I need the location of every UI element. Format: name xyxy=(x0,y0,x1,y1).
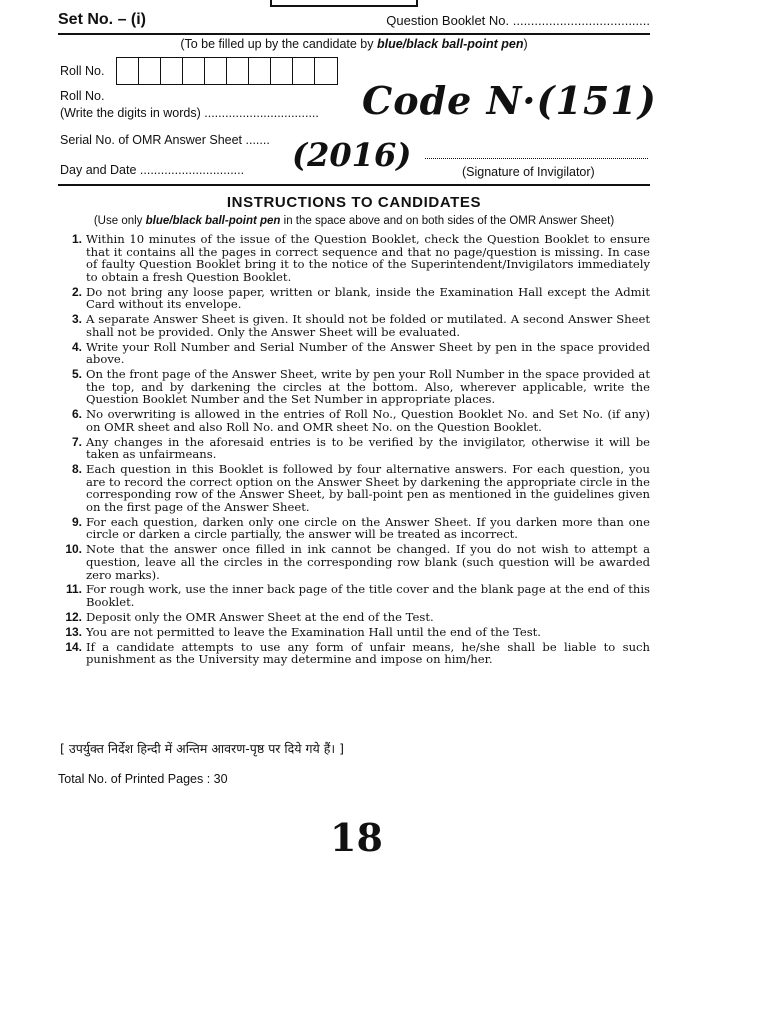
roll-number-label: Roll No. xyxy=(60,64,105,78)
instruction-item: 12. Deposit only the OMR Answer Sheet at the end of the Test. xyxy=(65,609,434,624)
instruction-item: 11. For rough work, use the inner back page of the title cover and the blank page at the end of this Booklet. xyxy=(65,582,650,609)
instruction-item: 6. No overwriting is allowed in the entries of Roll No., Question Booklet No. and Set No. (if any) on OMR sheet and also Roll No. and OMR sheet No. on the Question Booklet. xyxy=(71,407,650,434)
roll-number-box xyxy=(249,58,271,84)
question-booklet-number-field: Question Booklet No. ...................................... xyxy=(386,13,650,28)
total-printed-pages: Total No. of Printed Pages : 30 xyxy=(58,772,228,786)
fill-instruction: (To be filled up by the candidate by blue/black ball-point pen) xyxy=(180,37,528,51)
instruction-item: 9. For each question, darken only one circle on the Answer Sheet. If you darken more than one circle or darken a circle partially, the answer will be treated as incorrect. xyxy=(71,514,650,542)
roll-number-box xyxy=(227,58,249,84)
roll-number-box xyxy=(183,58,205,84)
instruction-item: 3. A separate Answer Sheet is given. It should not be folded or mutilated. A second Answer Sheet shall not be provided. Only the Answer Sheet will be evaluated. xyxy=(71,312,650,339)
roll-number-box xyxy=(161,58,183,84)
instruction-item: 14. If a candidate attempts to use any form of unfair means, he/she shall be liable to such punishment as the University may determine and impose on him/her. xyxy=(65,639,650,667)
instruction-item: 2. Do not bring any loose paper, written or blank, inside the Examination Hall except the Admit Card without its envelope. xyxy=(71,284,650,312)
roll-number-box xyxy=(271,58,293,84)
instruction-item: 8. Each question in this Booklet is followed by four alternative answers. For each question, you are to record the correct option on the Answer Sheet by darkening the appropriate circle in the corresponding row of the Answer Sheet, by ball-point pen as mentioned in the guidelines given on the first page of the Answer Sheet. xyxy=(71,462,651,514)
roll-number-boxes xyxy=(116,57,338,85)
instruction-item: 7. Any changes in the aforesaid entries is to be verified by the invigilator, otherwise it will be taken as unfairmeans. xyxy=(71,434,650,462)
hindi-instructions-note: [ उपर्युक्त निर्देश हिन्दी में अन्तिम आवरण-पृष्ठ पर दिये गये हैं। ] xyxy=(60,741,344,756)
handwritten-year: (2016) xyxy=(292,136,412,174)
instructions-list xyxy=(60,233,650,668)
instruction-item: 5. On the front page of the Answer Sheet, write by pen your Roll Number in the space provided at the top, and by darkening the circles at the bottom. Also, wherever applicable, write the Question Booklet Number and the Set Number in appropriate places. xyxy=(71,367,650,407)
form-divider xyxy=(58,184,650,186)
instruction-item: 4. Write your Roll Number and Serial Number of the Answer Sheet by pen in the space provided above. xyxy=(71,339,650,367)
instruction-item: 1. Within 10 minutes of the issue of the Question Booklet, check the Question Booklet to ensure that it contains all the pages in correct sequence and that no page/question is missing. In case of faulty Question Booklet bring it to the notice of the Superintendent/Invigilators immediately to obtain a fresh Question Booklet. xyxy=(71,232,650,284)
instructions-subtitle: (Use only blue/black ball-point pen in the space above and on both sides of the OMR Answer Sheet) xyxy=(93,215,615,227)
header-divider xyxy=(58,33,650,35)
top-frame xyxy=(270,0,418,7)
instructions-title: INSTRUCTIONS TO CANDIDATES xyxy=(226,194,482,211)
invigilator-signature-label: (Signature of Invigilator) xyxy=(462,165,595,179)
roll-number-box xyxy=(315,58,337,84)
roll-number-box xyxy=(139,58,161,84)
header-row xyxy=(58,11,650,33)
roll-number-words-hint: (Write the digits in words) ................................. xyxy=(60,106,319,120)
invigilator-signature-line xyxy=(425,158,648,159)
instruction-item: 13. You are not permitted to leave the Examination Hall until the end of the Test. xyxy=(65,624,541,639)
roll-number-words-label: Roll No. xyxy=(60,89,105,103)
omr-serial-label: Serial No. of OMR Answer Sheet ....... xyxy=(60,133,270,147)
instruction-item: 10. Note that the answer once filled in ink cannot be changed. If you do not wish to attempt a question, leave all the circles in the corresponding row blank (such question will be awarded zero marks). xyxy=(65,542,650,582)
set-number: Set No. – (i) xyxy=(58,11,147,28)
roll-number-box xyxy=(117,58,139,84)
handwritten-code: Code N·(151) xyxy=(362,78,657,123)
day-date-label: Day and Date .............................. xyxy=(60,163,245,177)
roll-number-box xyxy=(205,58,227,84)
roll-number-box xyxy=(293,58,315,84)
handwritten-page-number: 18 xyxy=(330,815,383,860)
